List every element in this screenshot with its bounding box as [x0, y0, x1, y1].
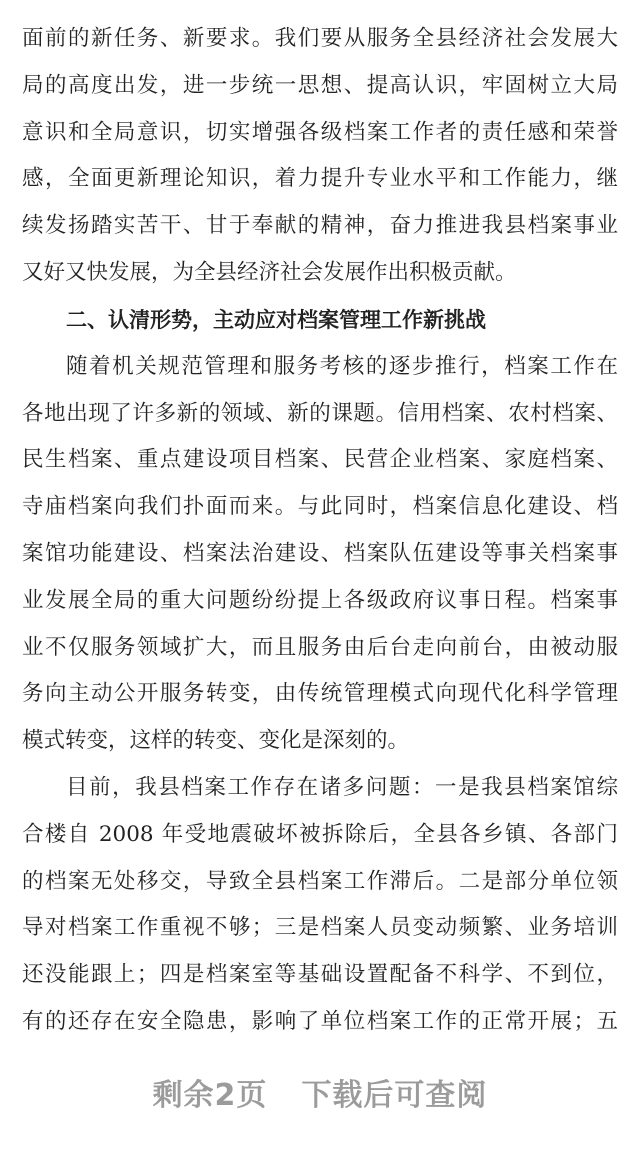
paragraph-line: 还没能跟上；四是档案室等基础设置配备不科学、不到位，: [22, 962, 618, 987]
paragraph-line: 随着机关规范管理和服务考核的逐步推行，档案工作在: [66, 354, 618, 379]
paragraph-line: 导对档案工作重视不够；三是档案人员变动频繁、业务培训: [22, 915, 618, 940]
paragraph-line: 业不仅服务领域扩大，而且服务由后台走向前台，由被动服: [22, 635, 618, 660]
paragraph-line: 的档案无处移交，导致全县档案工作滞后。二是部分单位领: [22, 869, 618, 894]
paragraph-line: 目前，我县档案工作存在诸多问题：一是我县档案馆综: [66, 775, 618, 800]
download-to-view-label: 下载后可查阅: [301, 1078, 488, 1113]
paragraph-line: 局的高度出发，进一步统一思想、提高认识，牢固树立大局: [22, 73, 618, 98]
paragraph-line: 意识和全局意识，切实增强各级档案工作者的责任感和荣誉: [22, 120, 618, 145]
paragraph-line: 业发展全局的重大问题纷纷提上各级政府议事日程。档案事: [22, 588, 618, 613]
paragraph-line: 又好又快发展，为全县经济社会发展作出积极贡献。: [22, 260, 517, 285]
remaining-pages-label: 剩余2页: [152, 1078, 268, 1113]
download-prompt[interactable]: [0, 1076, 640, 1116]
paragraph-line: 各地出现了许多新的领域、新的课题。信用档案、农村档案、: [22, 401, 618, 426]
paragraph-line: 面前的新任务、新要求。我们要从服务全县经济社会发展大: [22, 26, 618, 51]
section-heading: 二、认清形势，主动应对档案管理工作新挑战: [66, 308, 486, 332]
paragraph-line: 案馆功能建设、档案法治建设、档案队伍建设等事关档案事: [22, 541, 618, 566]
paragraph-line: 模式转变，这样的转变、变化是深刻的。: [22, 728, 410, 753]
paragraph-line: 民生档案、重点建设项目档案、民营企业档案、家庭档案、: [22, 447, 618, 472]
paragraph-line: 务向主动公开服务转变，由传统管理模式向现代化科学管理: [22, 681, 618, 706]
paragraph-line: 寺庙档案向我们扑面而来。与此同时，档案信息化建设、档: [22, 494, 618, 519]
paragraph-line: 感，全面更新理论知识，着力提升专业水平和工作能力，继: [22, 166, 618, 191]
paragraph-line: 合楼自 2008 年受地震破坏被拆除后，全县各乡镇、各部门: [22, 822, 618, 847]
paragraph-line: 有的还存在安全隐患，影响了单位档案工作的正常开展；五: [22, 1009, 618, 1034]
paragraph-line: 续发扬踏实苦干、甘于奉献的精神，奋力推进我县档案事业: [22, 213, 618, 238]
